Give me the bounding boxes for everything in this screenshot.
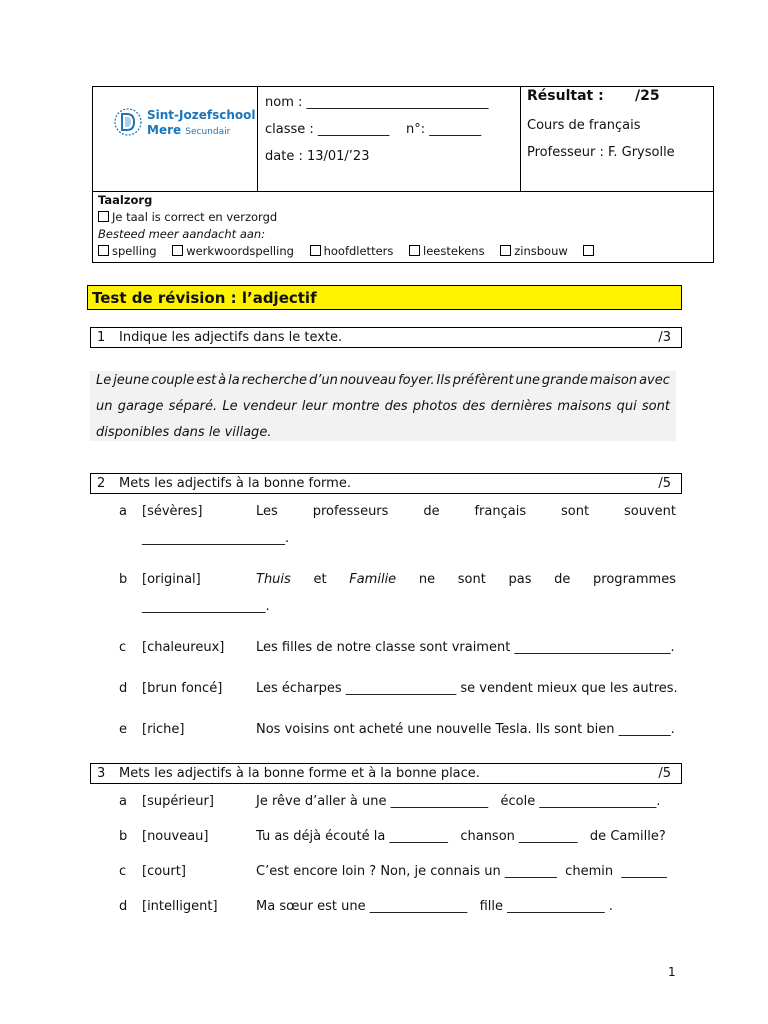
taalzorg-subtitle: Besteed meer aandacht aan: [98, 227, 266, 241]
taalzorg-checklist [98, 243, 609, 260]
school-name: Sint-Jozefschool [147, 108, 256, 122]
item-adjective: [chaleureux] [142, 640, 225, 655]
item-sentence[interactable]: Je rêve d’aller à une _______________ école __________________. [256, 794, 661, 809]
result-cell [521, 87, 713, 191]
item-letter: d [119, 681, 128, 696]
item-letter: c [119, 640, 127, 655]
test-title: Test de révision : l’adjectif [92, 289, 317, 307]
item-adjective: [supérieur] [142, 794, 214, 809]
header-box [92, 86, 714, 263]
taalzorg-check-correct[interactable]: Je taal is correct en verzorgd [98, 209, 609, 226]
school-logo-cell [93, 87, 258, 191]
item-sentence[interactable]: C’est encore loin ? Non, je connais un ________ chemin _______ [256, 864, 667, 879]
school-type: Secundair [185, 127, 231, 137]
class-field[interactable]: classe : ___________ [265, 122, 390, 137]
item-letter: b [119, 572, 128, 587]
answer-blank[interactable]: ______________________. [142, 531, 290, 546]
checkbox-icon[interactable] [172, 245, 183, 256]
checkbox-icon[interactable] [98, 211, 109, 222]
item-adjective: [sévères] [142, 504, 203, 519]
item-adjective: [court] [142, 864, 186, 879]
course-name: Cours de français [527, 118, 641, 133]
page-number: 1 [668, 965, 676, 979]
question-number: 3 [97, 766, 106, 781]
question-3-header [90, 763, 682, 784]
passage-line-1: Le jeune couple est à la recherche d’un nouveau foyer. Ils préfèrent une grande maison avec [96, 373, 670, 388]
item-letter: a [119, 794, 127, 809]
number-field[interactable]: n°: ________ [406, 122, 482, 137]
checkbox-icon[interactable] [500, 245, 511, 256]
check-leestekens[interactable]: leestekens [409, 244, 485, 258]
item-sentence-line-1: Thuis et Familie ne sont pas de programmes [256, 572, 676, 587]
check-hoofdletters[interactable]: hoofdletters [310, 244, 394, 258]
question-number: 1 [97, 330, 106, 345]
check-werkwoordspelling[interactable]: werkwoordspelling [172, 244, 294, 258]
question-score: /5 [658, 766, 671, 781]
item-adjective: [intelligent] [142, 899, 218, 914]
question-text: Mets les adjectifs à la bonne forme. [119, 476, 351, 491]
item-letter: a [119, 504, 127, 519]
check-zinsbouw[interactable]: zinsbouw [500, 244, 568, 258]
school-place: Mere [147, 123, 182, 137]
check-spelling[interactable]: spelling [98, 244, 157, 258]
item-sentence-line-1: Les professeurs de français sont souvent [256, 504, 676, 519]
test-title-bar [87, 285, 682, 310]
answer-blank[interactable]: ___________________. [142, 599, 270, 614]
question-text: Indique les adjectifs dans le texte. [119, 330, 343, 345]
item-letter: c [119, 864, 127, 879]
checkbox-icon[interactable] [98, 245, 109, 256]
passage-line-2: un garage séparé. Le vendeur leur montre des photos des dernières maisons qui sont [96, 399, 670, 414]
question-score: /3 [658, 330, 671, 345]
header-row [93, 87, 713, 192]
item-adjective: [brun foncé] [142, 681, 223, 696]
item-sentence[interactable]: Les filles de notre classe sont vraiment ________________________. [256, 640, 675, 655]
question-score: /5 [658, 476, 671, 491]
school-subtitle [147, 123, 230, 138]
item-sentence[interactable]: Nos voisins ont acheté une nouvelle Tesla. Ils sont bien ________. [256, 722, 675, 737]
name-field[interactable]: nom : ____________________________ [265, 95, 489, 110]
teacher-name: Professeur : F. Grysolle [527, 145, 675, 160]
item-letter: d [119, 899, 128, 914]
passage-box [90, 371, 676, 441]
checkbox-icon[interactable] [310, 245, 321, 256]
item-adjective: [riche] [142, 722, 185, 737]
item-letter: b [119, 829, 128, 844]
item-sentence[interactable]: Tu as déjà écouté la _________ chanson _________ de Camille? [256, 829, 666, 844]
item-sentence[interactable]: Les écharpes _________________ se vendent mieux que les autres. [256, 681, 678, 696]
student-fields-cell [258, 87, 521, 191]
check-empty[interactable] [583, 244, 597, 258]
item-adjective: [original] [142, 572, 201, 587]
question-text: Mets les adjectifs à la bonne forme et à la bonne place. [119, 766, 480, 781]
result-label: Résultat : /25 [527, 88, 660, 104]
result-max: /25 [635, 88, 660, 104]
taalzorg-title: Taalzorg [98, 193, 153, 207]
passage-line-3: disponibles dans le village. [96, 425, 272, 440]
question-1-header [90, 327, 682, 348]
checkbox-icon[interactable] [409, 245, 420, 256]
date-text: date : 13/01/’23 [265, 149, 370, 164]
item-adjective: [nouveau] [142, 829, 209, 844]
question-2-header [90, 473, 682, 494]
checkbox-icon[interactable] [583, 245, 594, 256]
question-number: 2 [97, 476, 106, 491]
item-sentence[interactable]: Ma sœur est une _______________ fille _______________ . [256, 899, 613, 914]
item-letter: e [119, 722, 127, 737]
taalzorg-section [98, 192, 609, 260]
school-logo-icon [113, 107, 143, 137]
